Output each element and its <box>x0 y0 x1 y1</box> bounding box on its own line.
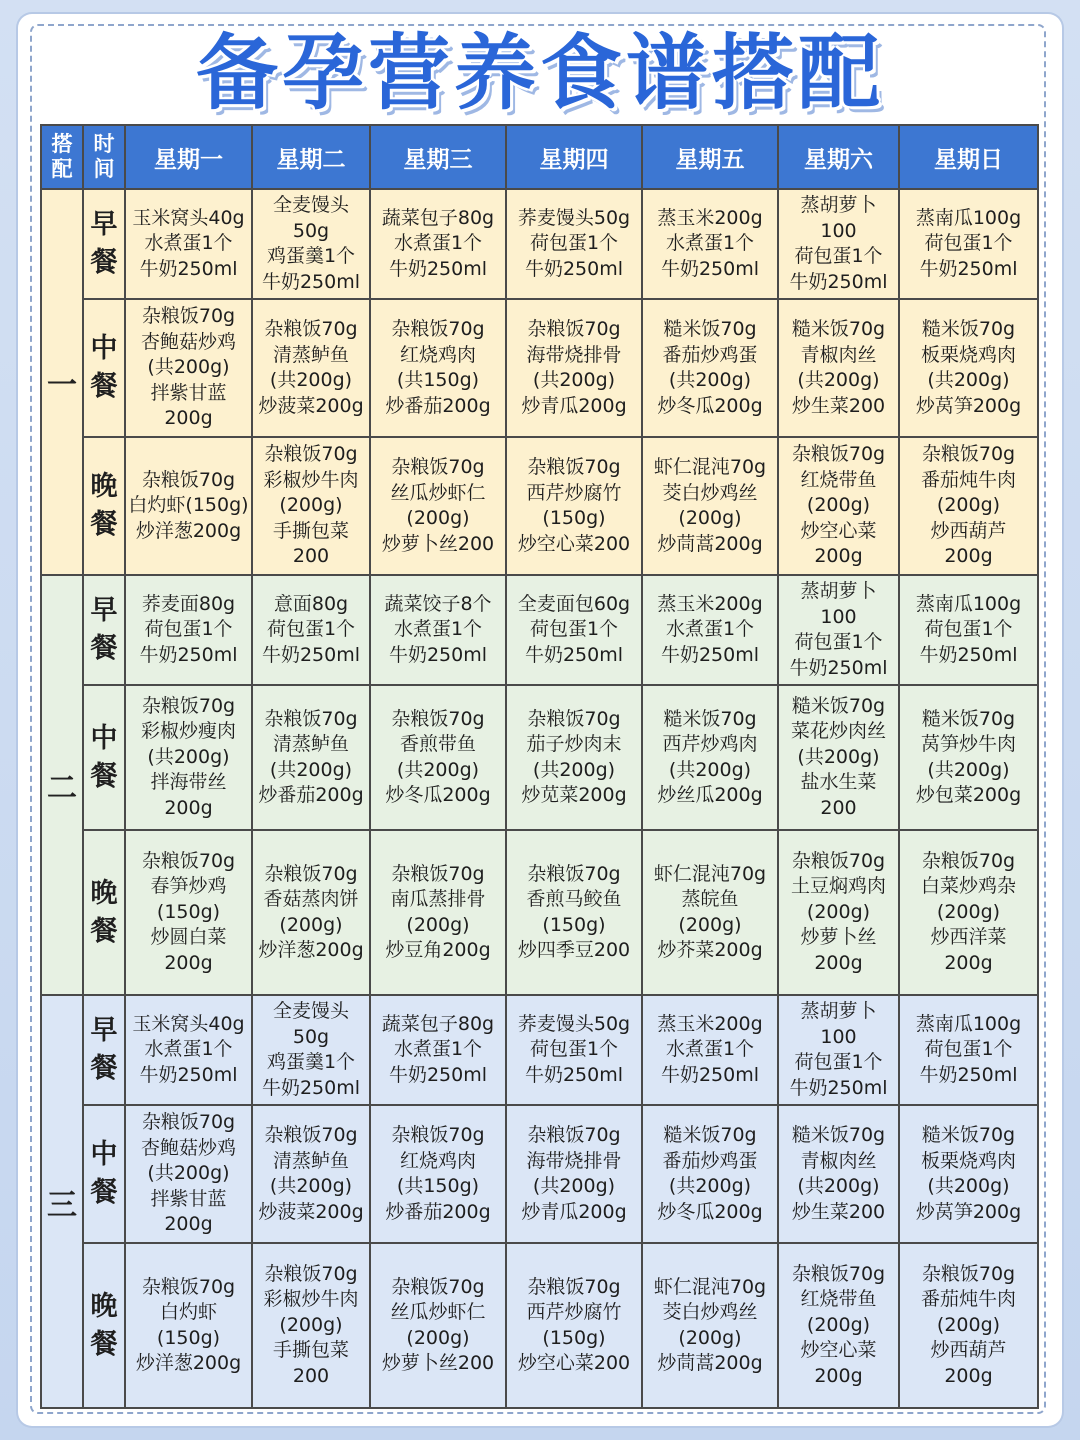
meal-name: 中餐 <box>90 722 118 792</box>
meal-cell: 杂粮饭70g 番茄炖牛肉 (200g) 炒西葫芦 200g <box>899 437 1038 575</box>
meal-cell: 杂粮饭70g 白灼虾(150g) 炒洋葱200g <box>125 437 252 575</box>
meal-cell: 虾仁混沌70g 蒸皖鱼 (200g) 炒芥菜200g <box>642 830 778 995</box>
meal-cell: 蔬菜包子80g 水煮蛋1个 牛奶250ml <box>370 189 506 299</box>
table-row <box>41 830 1038 995</box>
meal-cell: 全麦馒头 50g 鸡蛋羹1个 牛奶250ml <box>252 189 370 299</box>
header-day-2: 星期二 <box>252 125 370 189</box>
meal-cell: 蒸南瓜100g 荷包蛋1个 牛奶250ml <box>899 995 1038 1105</box>
meal-cell: 蒸玉米200g 水煮蛋1个 牛奶250ml <box>642 189 778 299</box>
meal-name: 早餐 <box>90 1015 118 1084</box>
meal-cell: 荞麦馒头50g 荷包蛋1个 牛奶250ml <box>506 189 642 299</box>
meal-cell: 糙米饭70g 莴笋炒牛肉 (共200g) 炒包菜200g <box>899 685 1038 830</box>
table-row <box>41 1243 1038 1408</box>
meal-cell: 杂粮饭70g 红烧带鱼 (200g) 炒空心菜 200g <box>778 1243 899 1408</box>
header-group-label: 搭配 <box>51 132 73 181</box>
meal-name: 中餐 <box>90 1139 118 1208</box>
meal-cell: 糙米饭70g 菜花炒肉丝 (共200g) 盐水生菜 200 <box>778 685 899 830</box>
meal-cell: 杂粮饭70g 清蒸鲈鱼 (共200g) 炒番茄200g <box>252 685 370 830</box>
header-day-1: 星期一 <box>125 125 252 189</box>
meal-cell: 蒸胡萝卜 100 荷包蛋1个 牛奶250ml <box>778 189 899 299</box>
meal-cell: 蒸玉米200g 水煮蛋1个 牛奶250ml <box>642 575 778 685</box>
header-day-5: 星期五 <box>642 125 778 189</box>
meal-cell: 杂粮饭70g 彩椒炒牛肉 (200g) 手撕包菜 200 <box>252 1243 370 1408</box>
meal-cell: 杂粮饭70g 杏鲍菇炒鸡 (共200g) 拌紫甘蓝 200g <box>125 299 252 437</box>
meal-cell: 杂粮饭70g 春笋炒鸡 (150g) 炒圆白菜 200g <box>125 830 252 995</box>
meal-cell: 糙米饭70g 板栗烧鸡肉 (共200g) 炒莴笋200g <box>899 1105 1038 1243</box>
meal-plan-table <box>40 124 1039 1409</box>
meal-name: 晚餐 <box>90 877 118 947</box>
table-row <box>41 189 1038 299</box>
meal-cell: 杂粮饭70g 丝瓜炒虾仁 (200g) 炒萝卜丝200 <box>370 437 506 575</box>
meal-cell: 蔬菜饺子8个 水煮蛋1个 牛奶250ml <box>370 575 506 685</box>
meal-cell: 意面80g 荷包蛋1个 牛奶250ml <box>252 575 370 685</box>
table-body <box>41 189 1038 1408</box>
meal-label <box>83 830 125 995</box>
meal-cell: 蒸玉米200g 水煮蛋1个 牛奶250ml <box>642 995 778 1105</box>
meal-label <box>83 1105 125 1243</box>
meal-cell: 荞麦馒头50g 荷包蛋1个 牛奶250ml <box>506 995 642 1105</box>
meal-cell: 杂粮饭70g 土豆焖鸡肉 (200g) 炒萝卜丝 200g <box>778 830 899 995</box>
meal-cell: 杂粮饭70g 海带烧排骨 (共200g) 炒青瓜200g <box>506 299 642 437</box>
meal-cell: 杂粮饭70g 番茄炖牛肉 (200g) 炒西葫芦 200g <box>899 1243 1038 1408</box>
header-day-7: 星期日 <box>899 125 1038 189</box>
meal-cell: 杂粮饭70g 清蒸鲈鱼 (共200g) 炒菠菜200g <box>252 1105 370 1243</box>
meal-cell: 杂粮饭70g 丝瓜炒虾仁 (200g) 炒萝卜丝200 <box>370 1243 506 1408</box>
page-title: 备孕营养食谱搭配 <box>195 26 884 121</box>
meal-name: 晚餐 <box>90 1290 118 1360</box>
week-label: 三 <box>41 995 83 1408</box>
meal-cell: 蒸胡萝卜 100 荷包蛋1个 牛奶250ml <box>778 995 899 1105</box>
meal-cell: 虾仁混沌70g 茭白炒鸡丝 (200g) 炒茼蒿200g <box>642 1243 778 1408</box>
table-row <box>41 995 1038 1105</box>
table-row <box>41 437 1038 575</box>
meal-cell: 杂粮饭70g 彩椒炒牛肉 (200g) 手撕包菜 200 <box>252 437 370 575</box>
meal-cell: 蒸南瓜100g 荷包蛋1个 牛奶250ml <box>899 575 1038 685</box>
meal-cell: 糙米饭70g 青椒肉丝 (共200g) 炒生菜200 <box>778 1105 899 1243</box>
meal-label <box>83 189 125 299</box>
header-day-3: 星期三 <box>370 125 506 189</box>
header-time-label: 时间 <box>93 132 115 181</box>
meal-cell: 蒸南瓜100g 荷包蛋1个 牛奶250ml <box>899 189 1038 299</box>
meal-cell: 全麦面包60g 荷包蛋1个 牛奶250ml <box>506 575 642 685</box>
header-group <box>41 125 83 189</box>
meal-label <box>83 437 125 575</box>
meal-label <box>83 1243 125 1408</box>
meal-cell: 全麦馒头 50g 鸡蛋羹1个 牛奶250ml <box>252 995 370 1105</box>
meal-cell: 虾仁混沌70g 茭白炒鸡丝 (200g) 炒茼蒿200g <box>642 437 778 575</box>
meal-cell: 玉米窝头40g 水煮蛋1个 牛奶250ml <box>125 189 252 299</box>
meal-cell: 玉米窝头40g 水煮蛋1个 牛奶250ml <box>125 995 252 1105</box>
meal-cell: 杂粮饭70g 南瓜蒸排骨 (200g) 炒豆角200g <box>370 830 506 995</box>
table-row <box>41 299 1038 437</box>
meal-cell: 蔬菜包子80g 水煮蛋1个 牛奶250ml <box>370 995 506 1105</box>
meal-cell: 杂粮饭70g 白灼虾 (150g) 炒洋葱200g <box>125 1243 252 1408</box>
meal-label <box>83 299 125 437</box>
meal-label <box>83 685 125 830</box>
meal-cell: 糙米饭70g 番茄炒鸡蛋 (共200g) 炒冬瓜200g <box>642 299 778 437</box>
meal-cell: 杂粮饭70g 红烧鸡肉 (共150g) 炒番茄200g <box>370 299 506 437</box>
meal-cell: 杂粮饭70g 西芹炒腐竹 (150g) 炒空心菜200 <box>506 437 642 575</box>
meal-cell: 杂粮饭70g 白菜炒鸡杂 (200g) 炒西洋菜 200g <box>899 830 1038 995</box>
meal-cell: 杂粮饭70g 彩椒炒瘦肉 (共200g) 拌海带丝 200g <box>125 685 252 830</box>
meal-cell: 荞麦面80g 荷包蛋1个 牛奶250ml <box>125 575 252 685</box>
table-row <box>41 685 1038 830</box>
week-label: 一 <box>41 189 83 575</box>
header-day-4: 星期四 <box>506 125 642 189</box>
meal-label <box>83 995 125 1105</box>
table-header-row <box>41 125 1038 189</box>
meal-cell: 糙米饭70g 板栗烧鸡肉 (共200g) 炒莴笋200g <box>899 299 1038 437</box>
table-row <box>41 1105 1038 1243</box>
meal-name: 早餐 <box>90 209 118 278</box>
meal-cell: 杂粮饭70g 香煎马鲛鱼 (150g) 炒四季豆200 <box>506 830 642 995</box>
table-row <box>41 575 1038 685</box>
meal-cell: 杂粮饭70g 杏鲍菇炒鸡 (共200g) 拌紫甘蓝 200g <box>125 1105 252 1243</box>
meal-name: 中餐 <box>90 333 118 402</box>
header-day-6: 星期六 <box>778 125 899 189</box>
meal-cell: 糙米饭70g 青椒肉丝 (共200g) 炒生菜200 <box>778 299 899 437</box>
meal-cell: 杂粮饭70g 茄子炒肉末 (共200g) 炒苋菜200g <box>506 685 642 830</box>
meal-cell: 杂粮饭70g 香菇蒸肉饼 (200g) 炒洋葱200g <box>252 830 370 995</box>
meal-cell: 杂粮饭70g 红烧鸡肉 (共150g) 炒番茄200g <box>370 1105 506 1243</box>
meal-cell: 蒸胡萝卜 100 荷包蛋1个 牛奶250ml <box>778 575 899 685</box>
meal-name: 晚餐 <box>90 471 118 540</box>
week-label: 二 <box>41 575 83 995</box>
meal-cell: 糙米饭70g 番茄炒鸡蛋 (共200g) 炒冬瓜200g <box>642 1105 778 1243</box>
meal-cell: 杂粮饭70g 红烧带鱼 (200g) 炒空心菜 200g <box>778 437 899 575</box>
meal-cell: 杂粮饭70g 西芹炒腐竹 (150g) 炒空心菜200 <box>506 1243 642 1408</box>
meal-cell: 糙米饭70g 西芹炒鸡肉 (共200g) 炒丝瓜200g <box>642 685 778 830</box>
meal-cell: 杂粮饭70g 清蒸鲈鱼 (共200g) 炒菠菜200g <box>252 299 370 437</box>
meal-cell: 杂粮饭70g 香煎带鱼 (共200g) 炒冬瓜200g <box>370 685 506 830</box>
meal-cell: 杂粮饭70g 海带烧排骨 (共200g) 炒青瓜200g <box>506 1105 642 1243</box>
header-time <box>83 125 125 189</box>
meal-name: 早餐 <box>90 595 118 664</box>
meal-label <box>83 575 125 685</box>
